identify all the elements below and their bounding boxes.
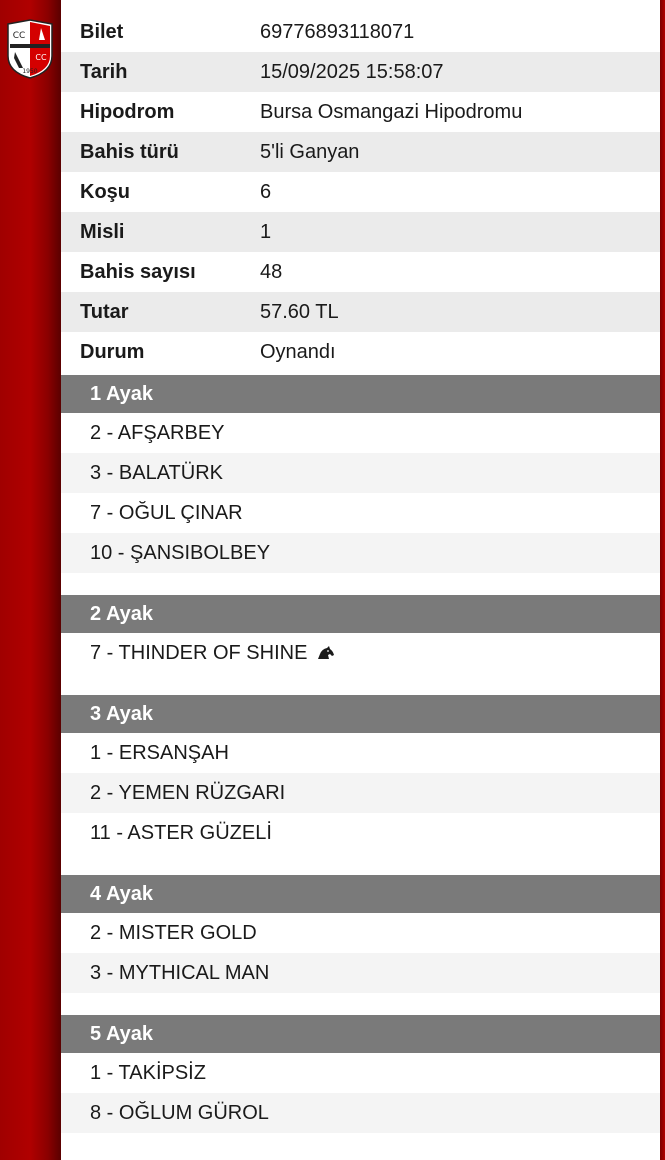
horse-row bbox=[61, 1093, 660, 1133]
horse-name: 3 - MYTHICAL MAN bbox=[90, 961, 270, 984]
field-label: Hipodrom bbox=[80, 100, 175, 123]
field-value: Oynandı bbox=[260, 340, 336, 363]
left-brand-rail bbox=[0, 0, 61, 1160]
field-value: 48 bbox=[260, 260, 283, 283]
field-label: Bilet bbox=[80, 20, 124, 43]
horse-row bbox=[61, 1053, 660, 1093]
ticket-details bbox=[61, 0, 660, 1160]
field-value: 1 bbox=[260, 220, 272, 243]
horse-name: 7 - THINDER OF SHINE bbox=[90, 641, 308, 664]
field-row-tarih bbox=[61, 52, 660, 92]
field-label: Tutar bbox=[80, 300, 129, 323]
field-row-bahis-sayisi bbox=[61, 252, 660, 292]
horse-row bbox=[61, 453, 660, 493]
horse-name: 8 - OĞLUM GÜROL bbox=[90, 1101, 269, 1124]
field-value: 15/09/2025 15:58:07 bbox=[260, 60, 444, 83]
horse-row bbox=[61, 913, 660, 953]
horse-row bbox=[61, 633, 660, 673]
svg-text:CC: CC bbox=[12, 31, 26, 41]
leg-title: 1 Ayak bbox=[90, 382, 154, 405]
field-label: Misli bbox=[80, 220, 125, 243]
horse-name: 2 - YEMEN RÜZGARI bbox=[90, 781, 286, 804]
leg-header-1 bbox=[61, 375, 660, 413]
field-label: Bahis türü bbox=[80, 140, 179, 163]
field-row-bahis-turu bbox=[61, 132, 660, 172]
field-value: 69776893118071 bbox=[260, 20, 415, 43]
horse-name: 2 - MISTER GOLD bbox=[90, 921, 257, 944]
leg-title: 5 Ayak bbox=[90, 1022, 154, 1045]
field-row-durum bbox=[61, 332, 660, 372]
horse-head-icon bbox=[317, 646, 335, 660]
horse-row bbox=[61, 733, 660, 773]
field-value: 5'li Ganyan bbox=[260, 140, 360, 163]
field-label: Bahis sayısı bbox=[80, 260, 196, 283]
leg-title: 4 Ayak bbox=[90, 882, 154, 905]
leg-header-4 bbox=[61, 875, 660, 913]
horse-row bbox=[61, 533, 660, 573]
field-row-bilet bbox=[61, 12, 660, 52]
horse-row bbox=[61, 813, 660, 853]
leg-header-2 bbox=[61, 595, 660, 633]
horse-name: 10 - ŞANSIBOLBEY bbox=[90, 541, 271, 564]
horse-name: 7 - OĞUL ÇINAR bbox=[90, 501, 243, 524]
field-row-misli bbox=[61, 212, 660, 252]
horse-name: 1 - ERSANŞAH bbox=[90, 741, 229, 764]
field-value: 57.60 TL bbox=[260, 300, 339, 323]
leg-header-5 bbox=[61, 1015, 660, 1053]
horse-row bbox=[61, 953, 660, 993]
field-row-kosu bbox=[61, 172, 660, 212]
field-row-tutar bbox=[61, 292, 660, 332]
leg-title: 2 Ayak bbox=[90, 602, 154, 625]
field-row-hipodrom bbox=[61, 92, 660, 132]
horse-name: 3 - BALATÜRK bbox=[90, 461, 223, 484]
horse-row bbox=[61, 773, 660, 813]
svg-text:CC: CC bbox=[35, 53, 47, 62]
horse-name: 2 - AFŞARBEY bbox=[90, 421, 225, 444]
horse-row bbox=[61, 413, 660, 453]
logo-year: 1950 bbox=[22, 68, 38, 75]
field-label: Koşu bbox=[80, 180, 130, 203]
horse-name: 11 - ASTER GÜZELİ bbox=[90, 821, 272, 844]
field-label: Durum bbox=[80, 340, 145, 363]
field-value: 6 bbox=[260, 180, 272, 203]
horse-name: 1 - TAKİPSİZ bbox=[90, 1061, 206, 1084]
horse-row bbox=[61, 493, 660, 533]
field-value: Bursa Osmangazi Hipodromu bbox=[260, 100, 523, 123]
field-label: Tarih bbox=[80, 60, 128, 83]
right-brand-rail bbox=[660, 0, 665, 1160]
leg-header-3 bbox=[61, 695, 660, 733]
leg-title: 3 Ayak bbox=[90, 702, 154, 725]
club-logo-icon bbox=[5, 18, 55, 80]
